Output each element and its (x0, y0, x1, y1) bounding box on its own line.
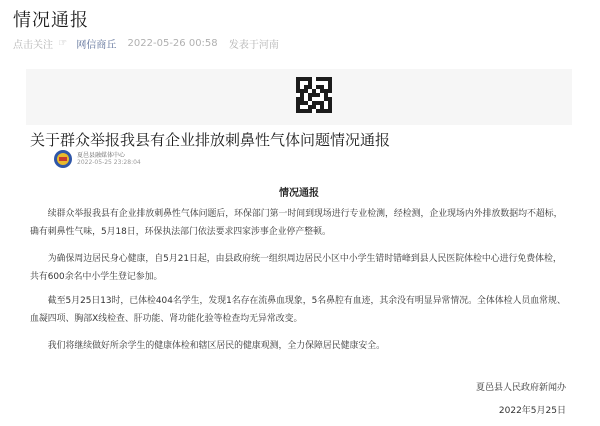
paragraph: 续群众举报我县有企业排放刺鼻性气体问题后，环保部门第一时间到现场进行专业检测，经检测，企业现场内外排放数据均不超标，确有刺鼻性气味，5月18日，环保执法部门依法要求四家涉事企业停产整顿。 (30, 209, 563, 237)
source-time: 2022-05-25 23:28:04 (77, 159, 141, 166)
qr-code-icon (296, 77, 332, 113)
follow-hint[interactable]: 点击关注 (13, 40, 53, 51)
document-title: 关于群众举报我县有企业排放刺鼻性气体问题情况通报 (30, 131, 391, 149)
notice-image (26, 69, 572, 426)
signature-date: 2022年5月25日 (498, 406, 566, 416)
article-meta (13, 36, 279, 51)
media-center-logo-icon (54, 150, 72, 168)
paragraph: 为确保周边居民身心健康，自5月21日起，由县政府统一组织周边居民小区中小学生错时错峰到县人民医院体检中心进行免费体检，共有600余名中小学生登记参加。 (30, 254, 562, 282)
qr-banner (26, 69, 572, 125)
notice-heading: 情况通报 (279, 188, 319, 199)
source-name: 夏邑县融媒体中心 (77, 152, 126, 159)
pointing-hand-icon: ☞ (58, 38, 68, 49)
publish-location: 发表于河南 (228, 40, 279, 51)
signature-org: 夏邑县人民政府新闻办 (475, 383, 566, 393)
paragraph: 截至5月25日13时，已体检404名学生，发现1名存在流鼻血现象，5名鼻腔有血迹，其余没有明显异常情况。全体体检人员血常规、血凝四项、胸部X线检查、肝功能、肾功能化验等检查均无异常改变。 (30, 296, 566, 324)
publish-time: 2022-05-26 00:58 (127, 38, 218, 49)
account-name-link[interactable]: 网信商丘 (76, 40, 117, 51)
page-title: 情况通报 (13, 10, 89, 31)
paragraph: 我们将继续做好所余学生的健康体检和辖区居民的健康观测，全力保障居民健康安全。 (47, 341, 386, 351)
